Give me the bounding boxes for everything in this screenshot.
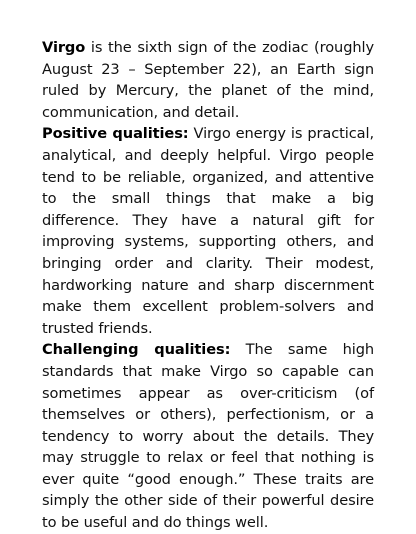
challenging-qualities-heading: Challenging qualities: [42, 341, 231, 359]
intro-lead: Virgo [42, 39, 86, 56]
intro-paragraph [42, 37, 374, 123]
intro-text: is the sixth sign of the zodiac (roughly August 23 – September 22), an Earth sign ruled by Mercury, the planet of the mind, communication, and detail. [42, 39, 374, 121]
positive-qualities-text: Virgo energy is practical, analytical, and deeply helpful. Virgo people tend to be reliable, organized, and attentive to the small things that make a big difference. They have a natural gift for improving systems, supporting others, and bringing order and clarity. Their modest, hardworking nature and sharp discernment make them excellent problem-solvers and trusted friends. [42, 125, 374, 337]
positive-qualities-paragraph [42, 123, 374, 339]
positive-qualities-heading: Positive qualities: [42, 125, 189, 143]
challenging-qualities-paragraph [42, 339, 374, 533]
challenging-qualities-text: The same high standards that make Virgo so capable can sometimes appear as over-criticism (of themselves or others), perfectionism, or a tendency to worry about the details. They may struggle to relax or feel that nothing is ever quite “good enough.” These traits are simply the other side of their powerful desire to be useful and do things well. [42, 341, 375, 532]
